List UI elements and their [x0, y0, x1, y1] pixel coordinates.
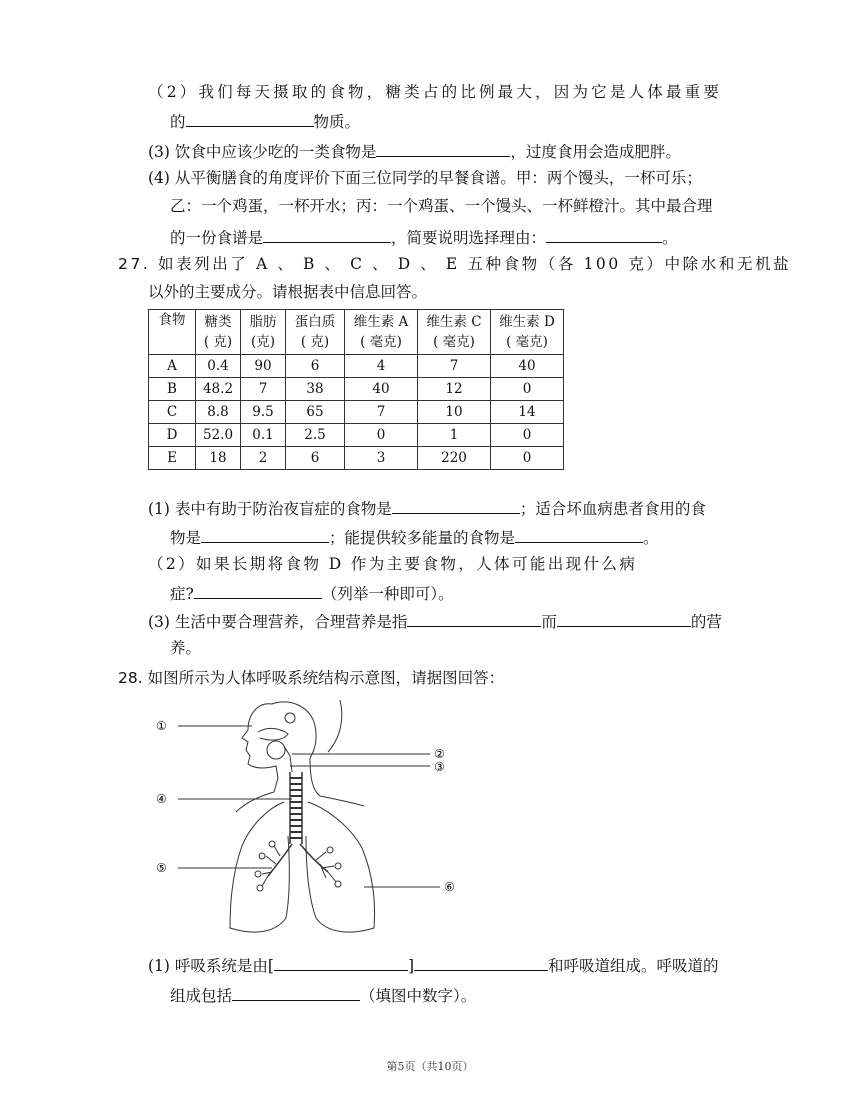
- text: （列举一种即可）。: [321, 585, 454, 603]
- header-unit: ( 毫克): [506, 334, 548, 350]
- table-header-row: [149, 310, 564, 355]
- answer-blank[interactable]: [263, 226, 391, 243]
- table-cell: 2: [241, 447, 286, 470]
- q26-p4-line3: [170, 226, 678, 248]
- table-cell: 90: [241, 355, 286, 378]
- label-5: ⑤: [156, 861, 167, 875]
- table-header-cell: [286, 310, 345, 355]
- table-cell: 7: [418, 355, 491, 378]
- q28-intro: [118, 668, 504, 688]
- text: 物质。: [313, 113, 361, 131]
- text: 。: [662, 229, 678, 247]
- text: (3) 饮食中应该少吃的一类食物是: [148, 143, 377, 161]
- table-cell: 65: [286, 401, 345, 424]
- answer-blank[interactable]: [376, 140, 510, 157]
- label-3: ③: [434, 760, 445, 774]
- table-cell: E: [149, 447, 196, 470]
- text: 的一份食谱是: [170, 229, 264, 247]
- table-cell: 52.0: [196, 424, 241, 447]
- header-label: 蛋白质: [294, 314, 336, 330]
- page-footer: 第5页（共10页）: [386, 1060, 474, 1073]
- text: 如表列出了 A 、 B 、 C 、 D 、 E 五种食物（各 100 克）中除水和无机盐: [157, 255, 792, 273]
- table-cell: 7: [241, 378, 286, 401]
- answer-blank[interactable]: [546, 226, 662, 243]
- table-cell: 14: [491, 401, 564, 424]
- q27-p2-line1: （2）如果长期将食物 D 作为主要食物，人体可能出现什么病: [148, 555, 638, 573]
- text: 的: [170, 113, 186, 131]
- text: 而: [541, 613, 557, 631]
- header-label: 维生素 C: [426, 314, 482, 330]
- text: （填图中数字）。: [360, 987, 477, 1005]
- table-cell: 6: [286, 447, 345, 470]
- table-row: [149, 424, 564, 447]
- text: 和呼吸道组成。呼吸道的: [548, 957, 719, 975]
- answer-blank[interactable]: [414, 954, 548, 971]
- text: ；能提供较多能量的食物是: [329, 529, 516, 547]
- table-cell: C: [149, 401, 196, 424]
- respiratory-system-diagram: [150, 696, 470, 944]
- table-cell: 12: [418, 378, 491, 401]
- text: 物是: [170, 529, 202, 547]
- table-cell: 0.4: [196, 355, 241, 378]
- table-cell: 18: [196, 447, 241, 470]
- q26-p3: [148, 140, 681, 162]
- header-label: 糖类: [204, 314, 232, 330]
- table-cell: A: [149, 355, 196, 378]
- table-cell: 48.2: [196, 378, 241, 401]
- table-cell: 2.5: [286, 424, 345, 447]
- head-outline-icon: [242, 704, 278, 792]
- answer-blank[interactable]: [194, 582, 322, 599]
- table-cell: 7: [345, 401, 418, 424]
- q27-p2-line2: [170, 582, 454, 604]
- answer-blank[interactable]: [274, 954, 408, 971]
- table-cell: 40: [345, 378, 418, 401]
- answer-blank[interactable]: [232, 984, 360, 1001]
- text: 如图所示为人体呼吸系统结构示意图，请据图回答：: [147, 669, 505, 687]
- label-2: ②: [434, 747, 445, 761]
- question-number: 28.: [118, 669, 143, 687]
- table-cell: 10: [418, 401, 491, 424]
- left-lung-icon: [230, 802, 289, 932]
- q27-p1-line2: [170, 526, 659, 548]
- table-row: [149, 355, 564, 378]
- text: (1) 呼吸系统是由[: [148, 957, 274, 975]
- answer-blank[interactable]: [392, 497, 520, 514]
- table-row: [149, 401, 564, 424]
- table-row: [149, 378, 564, 401]
- header-unit: ( 克): [203, 334, 233, 350]
- table-header-cell: [241, 310, 286, 355]
- table-header-cell: [196, 310, 241, 355]
- q27-p3-line2: 养。: [170, 639, 202, 657]
- text: 组成包括: [170, 987, 233, 1005]
- text: (1) 表中有助于防治夜盲症的食物是: [148, 500, 392, 518]
- table-cell: 9.5: [241, 401, 286, 424]
- q27-intro-line1: [118, 254, 791, 274]
- table-cell: 8.8: [196, 401, 241, 424]
- answer-blank[interactable]: [557, 610, 691, 627]
- nutrition-table: [148, 309, 564, 470]
- table-cell: B: [149, 378, 196, 401]
- header-label: 食物: [158, 312, 186, 328]
- q26-p2-line1: （2）我们每天摄取的食物，糖类占的比例最大，因为它是人体最重要: [148, 83, 723, 101]
- q26-p4-line2: 乙：一个鸡蛋，一杯开水；丙：一个鸡蛋、一个馒头、一杯鲜橙汁。其中最合理: [170, 197, 713, 215]
- text: ]: [407, 957, 414, 975]
- q28-p1-line1: [148, 954, 719, 976]
- table-cell: 1: [418, 424, 491, 447]
- label-6: ⑥: [444, 880, 455, 894]
- table-cell: 0: [491, 424, 564, 447]
- text: (3) 生活中要合理营养，合理营养是指: [148, 613, 408, 631]
- table-header-cell: [418, 310, 491, 355]
- header-label: 维生素 D: [499, 314, 555, 330]
- q27-p1-line1: [148, 497, 706, 519]
- q27-intro-line2: 以外的主要成分。请根据表中信息回答。: [148, 283, 428, 301]
- label-4: ④: [156, 792, 167, 806]
- q26-p2-line2: [170, 110, 360, 132]
- header-unit: (克): [250, 334, 276, 350]
- q28-p1-line2: [170, 984, 476, 1006]
- q27-p3-line1: [148, 610, 722, 632]
- table-cell: D: [149, 424, 196, 447]
- answer-blank[interactable]: [515, 526, 643, 543]
- table-cell: 40: [491, 355, 564, 378]
- header-unit: ( 毫克): [360, 334, 402, 350]
- text: ；适合坏血病患者食用的食: [519, 500, 706, 518]
- answer-blank[interactable]: [186, 110, 314, 127]
- q26-p4-line1: (4) 从平衡膳食的角度评价下面三位同学的早餐食谱。甲：两个馒头，一杯可乐；: [148, 169, 702, 187]
- label-1: ①: [156, 719, 167, 733]
- table-cell: 6: [286, 355, 345, 378]
- header-label: 脂肪: [249, 314, 277, 330]
- table-row: [149, 447, 564, 470]
- table-header-cell: [345, 310, 418, 355]
- header-unit: ( 克): [300, 334, 330, 350]
- table-cell: 0: [491, 447, 564, 470]
- table-cell: 0: [345, 424, 418, 447]
- question-number: 27.: [118, 255, 151, 273]
- header-unit: ( 毫克): [433, 334, 475, 350]
- table-header-cell: [491, 310, 564, 355]
- table-cell: 3: [345, 447, 418, 470]
- table-cell: 38: [286, 378, 345, 401]
- text: ，简要说明选择理由：: [391, 229, 547, 247]
- table-cell: 4: [345, 355, 418, 378]
- text: 症?: [170, 585, 194, 603]
- right-lung-icon: [306, 802, 375, 932]
- answer-blank[interactable]: [407, 610, 541, 627]
- table-cell: 0: [491, 378, 564, 401]
- answer-blank[interactable]: [201, 526, 329, 543]
- header-label: 维生素 A: [353, 314, 409, 330]
- text: ，过度食用会造成肥胖。: [510, 143, 681, 161]
- table-cell: 220: [418, 447, 491, 470]
- table-header-cell: [149, 310, 196, 355]
- text: 。: [643, 529, 659, 547]
- table-cell: 0.1: [241, 424, 286, 447]
- text: 的营: [690, 613, 722, 631]
